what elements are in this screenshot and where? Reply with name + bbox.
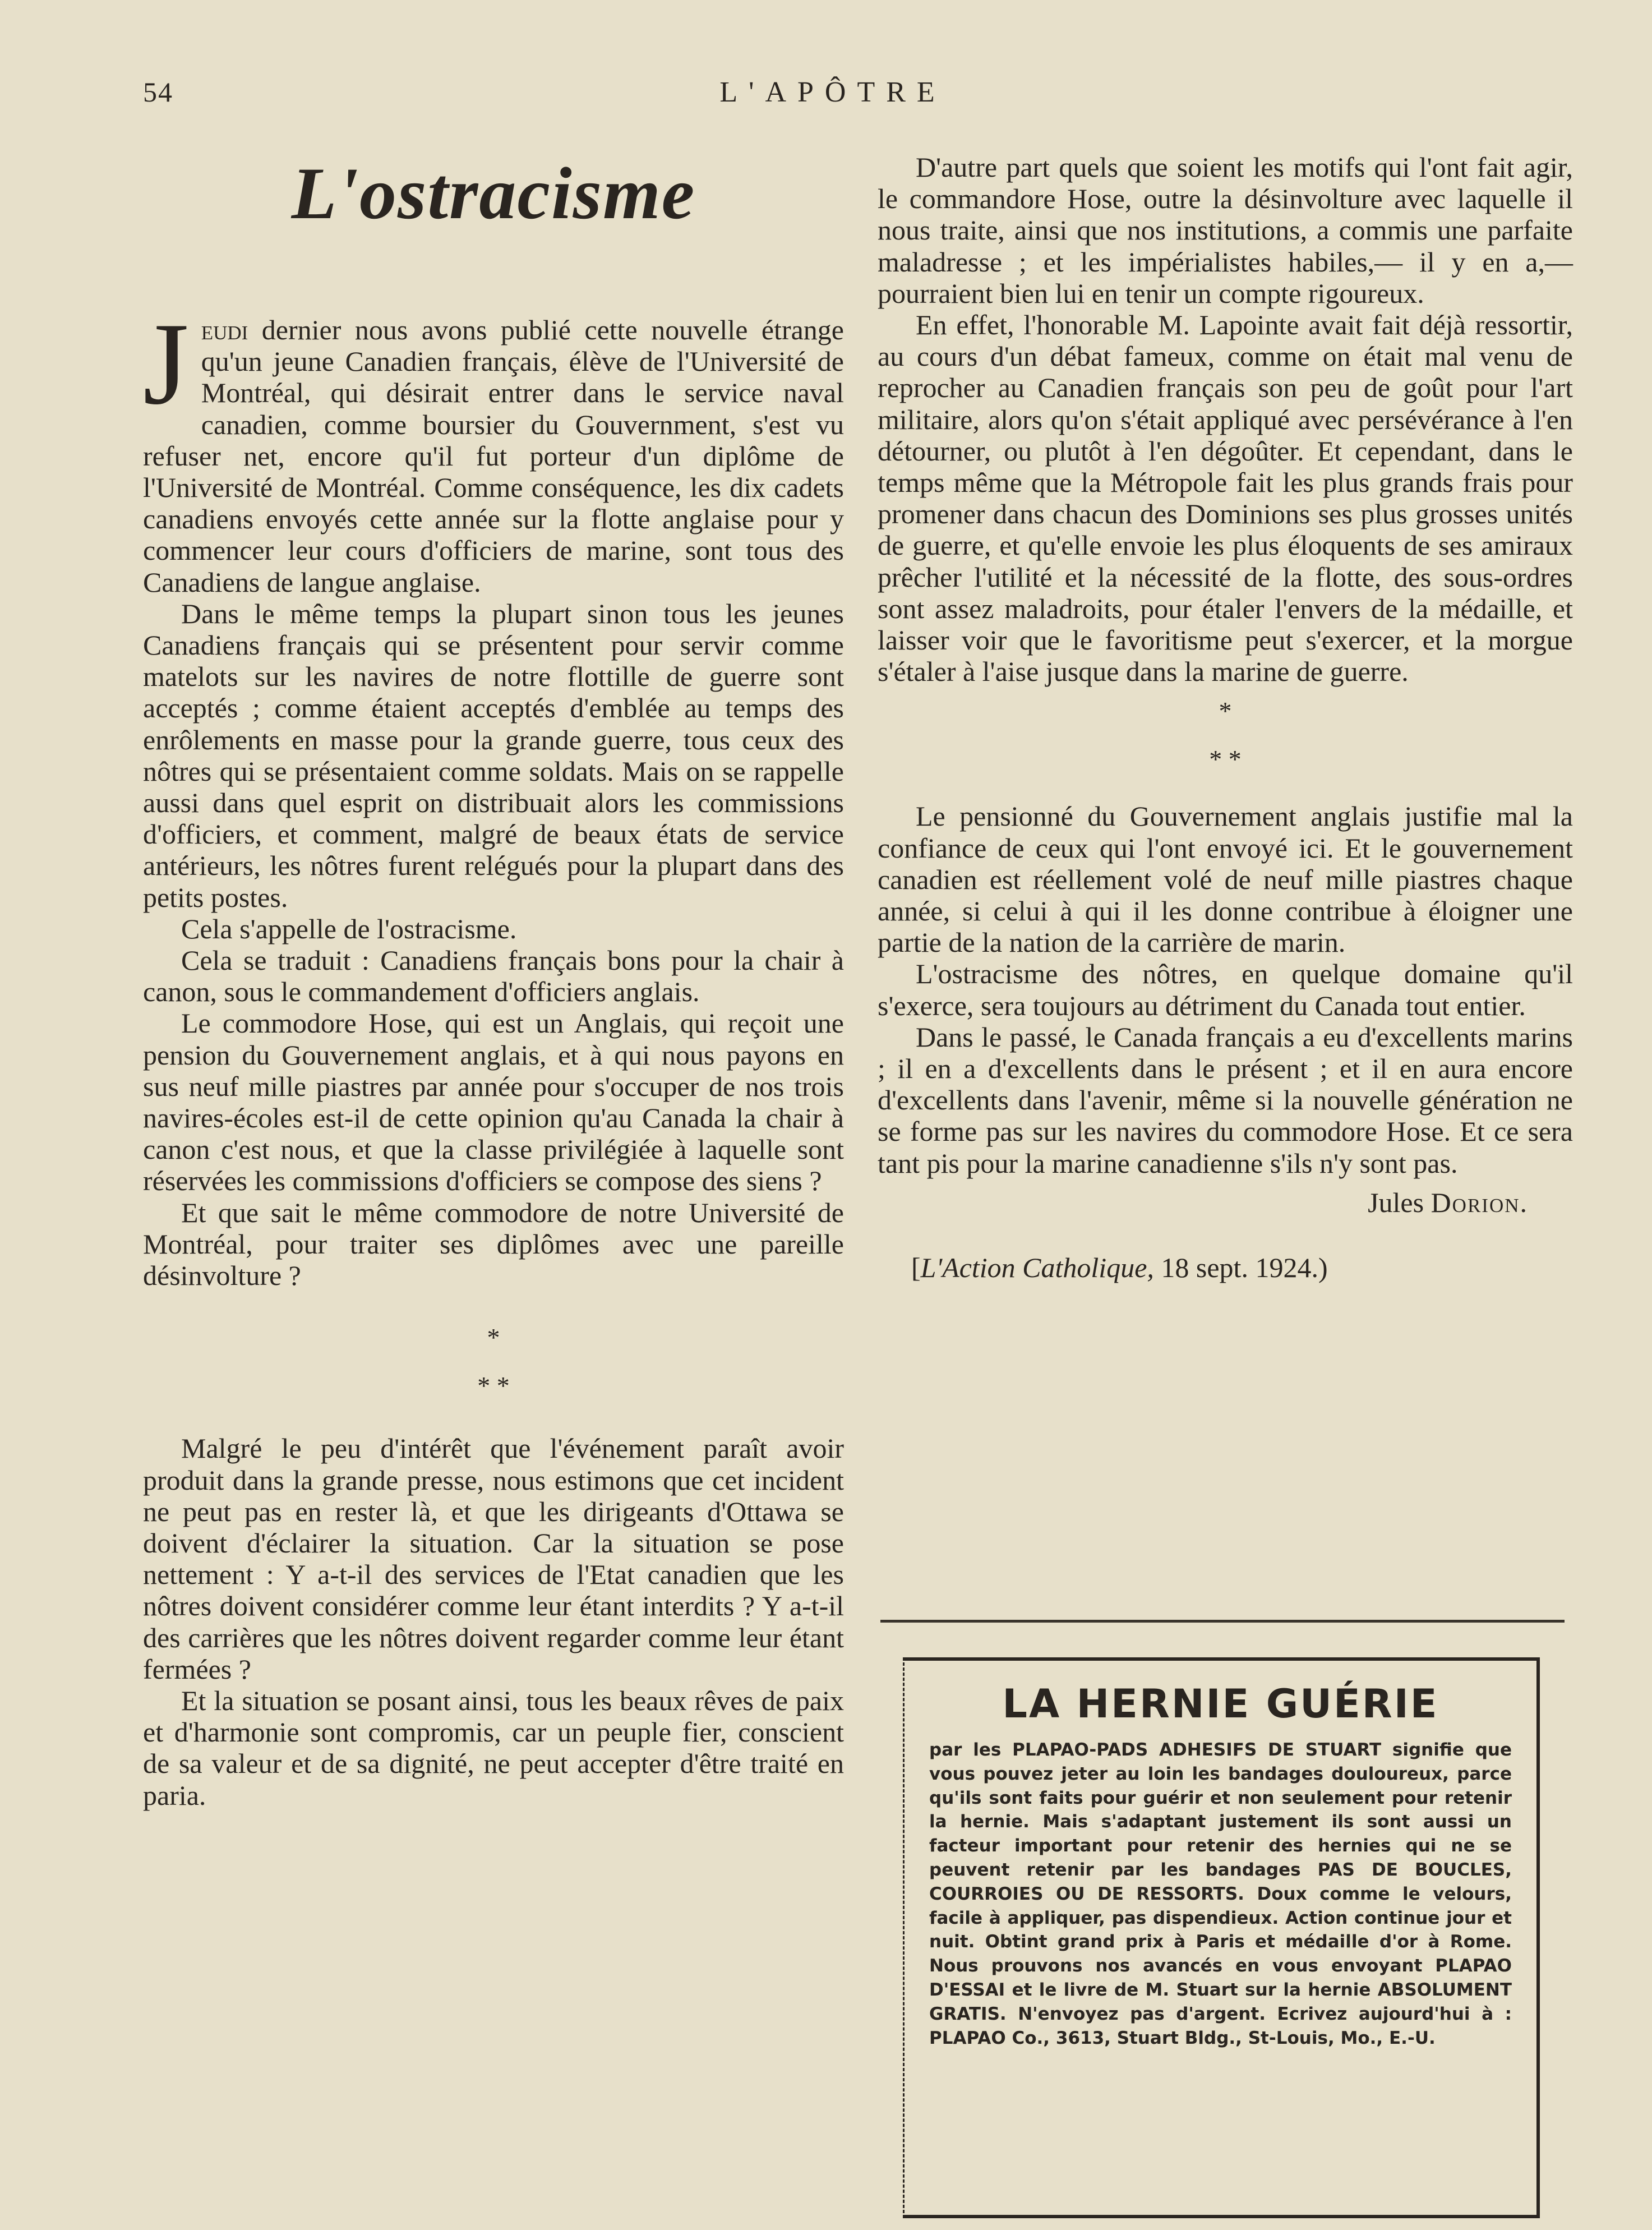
asterism-top: * [487,1323,500,1352]
section-break [878,687,1573,784]
article-paragraph: D'autre part quels que soient les motifs qui l'ont fait agir, le commandore Hose, outre la désinvolture avec laquelle il nous traite, ainsi que nos institutions, a commis une parfaite maladresse ; et les impérialistes habiles,— il y en a,— pourraient bien lui en tenir un compte rigoureux. [878,151,1573,309]
running-header [143,76,1522,115]
article-paragraph [143,299,844,598]
right-column [878,151,1573,1283]
article-paragraph: Cela se traduit : Canadiens français bons pour la chair à canon, sous le commandement d'officiers anglais. [143,944,844,1008]
article-paragraph: Et la situation se posant ainsi, tous les beaux rêves de paix et d'harmonie sont compromis, car un peuple fier, conscient de sa valeur et de sa dignité, ne peut accepter d'être traité en paria. [143,1684,844,1811]
paragraph-text: dernier nous avons publié cette nouvelle étrange qu'un jeune Canadien français, élève de l'Université de Montréal, qui désirait entrer dans le service naval canadien, comme boursier du Gouvernment, s'est vu refuser net, encore qu'il fut porteur d'un diplôme de l'Université de Montréal. Comme conséquence, les dix cadets canadiens envoyés cette année sur la flotte anglaise pour y commencer leur cours d'officiers de marine, sont tous des Canadiens de langue anglaise. [143,314,844,598]
article-paragraph: Le commodore Hose, qui est un Anglais, qui reçoit une pension du Gouvernement anglais, et à qui nous payons en sus neuf mille piastres par année pour s'occuper de nos trois navires-écoles est-il de cette opinion qu'au Canada la chair à canon c'est nous, et que la classe privilégiée à laquelle sont réservées les commissions d'officiers se compose des siens ? [143,1007,844,1197]
ad-title: LA HERNIE GUÉRIE [1002,1681,1439,1727]
author-signature [878,1187,1528,1218]
article-paragraph: Dans le même temps la plupart sinon tous les jeunes Canadiens français qui se présentent pour servir comme matelots sur les navires de notre flottille de guerre sont acceptés ; comme étaient acceptés d'emblée au temps des enrôlements en masse pour la grande guerre, tous ceux des nôtres qui se présentaient comme soldats. Mais on se rappelle aussi dans quel esprit on distribuait alors les commissions d'officiers, et comment, malgré de beaux états de service antérieurs, les nôtres furent relégués pour la plupart dans des petits postes. [143,597,844,913]
author-last-name: Dorion. [1430,1186,1528,1218]
ad-body: par les PLAPAO-PADS ADHESIFS DE STUART signifie que vous pouvez jeter au loin les bandages douloureux, parce qu'ils sont faits pour guérir et non seulement pour retenir la hernie. Mais s'adaptant justement ils sont aussi un facteur important pour retenir des hernies qui ne se peuvent retenir par les bandages PAS DE BOUCLES, COURROIES OU DE RESSORTS. Doux comme le velours, facile à appliquer, pas dispendieux. Action continue jour et nuit. Obtint grand prix à Paris et médaille d'or à Rome. Nous prouvons nos avancés en vous envoyant PLAPAO D'ESSAI et le livre de M. Stuart sur la hernie ABSOLUMENT GRATIS. N'envoyez pas d'argent. Ecrivez aujourd'hui à : PLAPAO Co., 3613, Stuart Bldg., St-Louis, Mo., E.-U. [929,1740,1512,2048]
article-paragraph: Cela s'appelle de l'ostracisme. [181,913,517,944]
column-rule [880,1620,1565,1623]
article-paragraph: Malgré le peu d'intérêt que l'événement paraît avoir produit dans la grande presse, nous estimons que cet incident ne peut pas en rester là, et que les dirigeants d'Ottawa se doivent d'éclairer la situation. Car la situation se pose nettement : Y a-t-il des services de l'Etat canadien que les nôtres doivent considérer comme leur étant interdits ? Y a-t-il des carrières que les nôtres doivent regarder comme leur étant fermées ? [143,1432,844,1685]
author-first-name: Jules [1368,1186,1431,1218]
section-break [143,1314,844,1410]
asterism-top: * [1219,697,1232,726]
source-publication: L'Action Catholique, [920,1251,1154,1283]
left-column [143,151,844,1811]
article-paragraph: En effet, l'honorable M. Lapointe avait fait déjà ressortir, au cours d'un débat fameux, comme on était mal venu de reprocher au Canadien français son peu de goût pour l'art militaire, alors qu'on s'était appliqué avec persévérance à l'en détourner, ou plutôt à l'en dégoûter. Et cependant, dans le temps même que la Métropole fait les plus grands frais pour promener dans chacun des Dominions ses plus grosses unités de guerre, et qu'elle envoie les plus éloquents de ses amiraux prêcher l'utilité et la nécessité de la flotte, des sous-ordres sont assez maladroits, pour étaler l'envers de la médaille, et laisser voir que le favoritisme peut s'exercer, et la morgue s'étaler à l'aise jusque dans la marine de guerre. [878,309,1573,688]
asterism-bottom: * * [1209,745,1242,774]
source-date: 18 sept. 1924.) [1153,1251,1328,1283]
article-paragraph: Le pensionné du Gouvernement anglais justifie mal la confiance de ceux qui l'ont envoyé ici. Et le gouvernement canadien est réellement volé de neuf mille piastres chaque année, si celui à qui il les donne contribue à éloigner une partie de la nation de la carrière de marin. [878,800,1573,959]
page-number: 54 [143,76,173,108]
asterism-bottom: * * [477,1371,510,1400]
advertisement-box [903,1657,1540,2218]
article-paragraph: L'ostracisme des nôtres, en quelque domaine qu'il s'exerce, sera toujours au détriment du Canada tout entier. [878,958,1573,1021]
journal-name: L'APÔTRE [719,76,946,108]
source-citation: [L'Action Catholique, 18 sept. 1924.) [911,1251,1328,1283]
first-word: eudi [201,314,248,345]
drop-cap: J [143,299,189,429]
article-paragraph: Dans le passé, le Canada français a eu d'excellents marins ; il en a d'excellents dans le présent ; et il en aura encore d'excellents dans l'avenir, même si la nouvelle génération ne se forme pas sur les navires du commodore Hose. Et ce sera tant pis pour la marine canadienne s'ils n'y sont pas. [878,1021,1573,1179]
article-title: L'ostracisme [291,152,696,234]
article-paragraph: Et que sait le même commodore de notre Université de Montréal, pour traiter ses diplômes avec une pareille désinvolture ? [143,1196,844,1292]
